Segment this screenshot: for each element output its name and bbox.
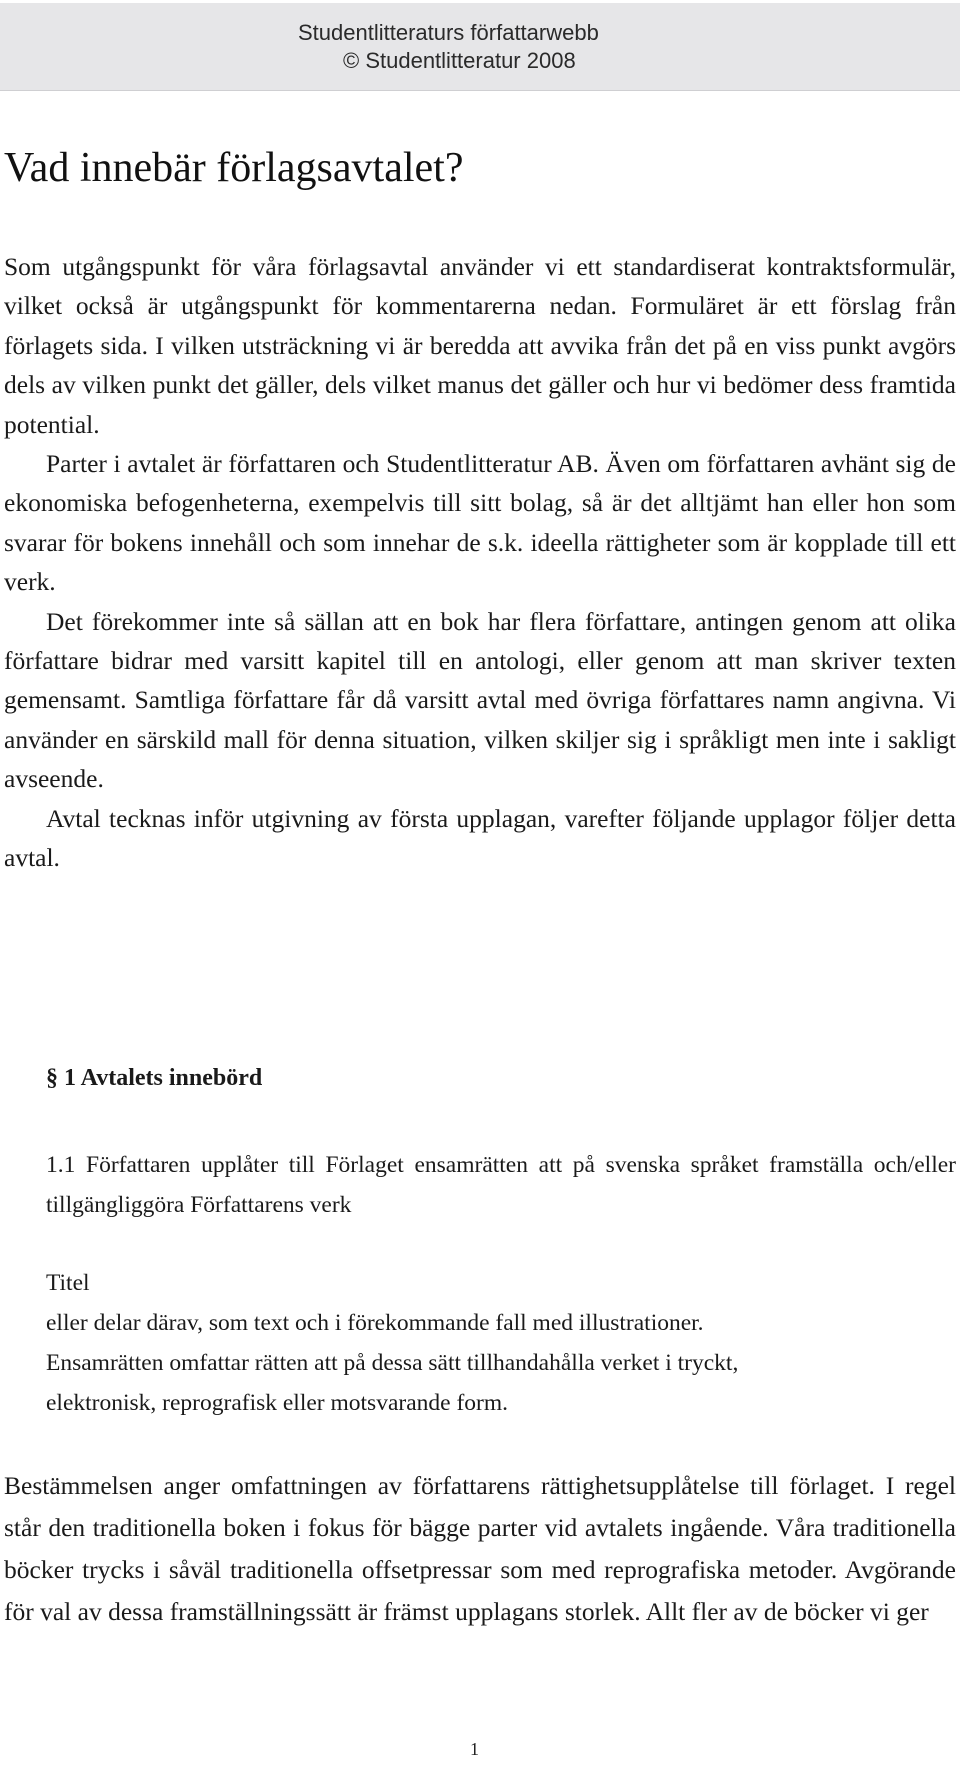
page-title: Vad innebär förlagsavtalet? [4, 145, 464, 191]
quote-line: Titel [46, 1270, 90, 1296]
section-heading: § 1 Avtalets innebörd [46, 1065, 263, 1091]
page-header [0, 3, 960, 91]
closing-paragraph: Bestämmelsen anger omfattningen av författarens rättighetsupplåtelse till förlaget. I regel står den traditionella boken i fokus för bägge parter vid avtalets ingående. Våra traditionella böcker trycks i såväl traditionella offsetpressar som med reprografiska metoder. Avgörande för val av dessa framställningssätt är främst upplagans storlek. Allt fler av de böcker vi ger [4, 1471, 956, 1626]
quote-line: eller delar därav, som text och i förekommande fall med illustrationer. [46, 1310, 704, 1336]
quote-line: Ensamrätten omfattar rätten att på dessa sätt tillhandahålla verket i tryckt, [46, 1350, 739, 1376]
intro-text [4, 247, 956, 878]
header-text [298, 19, 678, 75]
paragraph: Det förekommer inte så sällan att en bok har flera författare, antingen genom att olika författare bidrar med varsitt kapitel till en antologi, eller genom att man skriver texten gemensamt. Samtliga författare får då varsitt avtal med övriga författares namn angivna. Vi använder en särskild mall för denna situation, vilken skiljer sig i språkligt men inte i sakligt avseende. [4, 606, 956, 794]
contract-quote [46, 1263, 956, 1423]
paragraph: Avtal tecknas inför utgivning av första upplagan, varefter följande upplagor följer detta avtal. [4, 803, 956, 873]
page-number: 1 [470, 1739, 479, 1759]
header-site-name: Studentlitteraturs författarwebb [298, 20, 599, 45]
clause-text: 1.1 Författaren upplåter till Förlaget ensamrätten att på svenska språket framställa och/eller tillgängliggöra Författarens verk [46, 1152, 956, 1218]
header-copyright: © Studentlitteratur 2008 [343, 48, 576, 73]
paragraph: Parter i avtalet är författaren och Studentlitteratur AB. Även om författaren avhänt sig de ekonomiska befogenheterna, exempelvis till sitt bolag, så är det alltjämt han eller hon som svarar för bokens innehåll och som innehar de s.k. ideella rättigheter som är kopplade till ett verk. [4, 449, 956, 597]
paragraph: Som utgångspunkt för våra förlagsavtal använder vi ett standardiserat kontraktsformulär, vilket också är utgångspunkt för kommentarerna nedan. Formuläret är ett förslag från förlagets sida. I vilken utsträckning vi är beredda att avvika från det på en viss punkt avgörs dels av vilken punkt det gäller, dels vilket manus det gäller och hur vi bedömer dess framtida potential. [4, 252, 956, 439]
quote-line: elektronisk, reprografisk eller motsvarande form. [46, 1390, 509, 1416]
